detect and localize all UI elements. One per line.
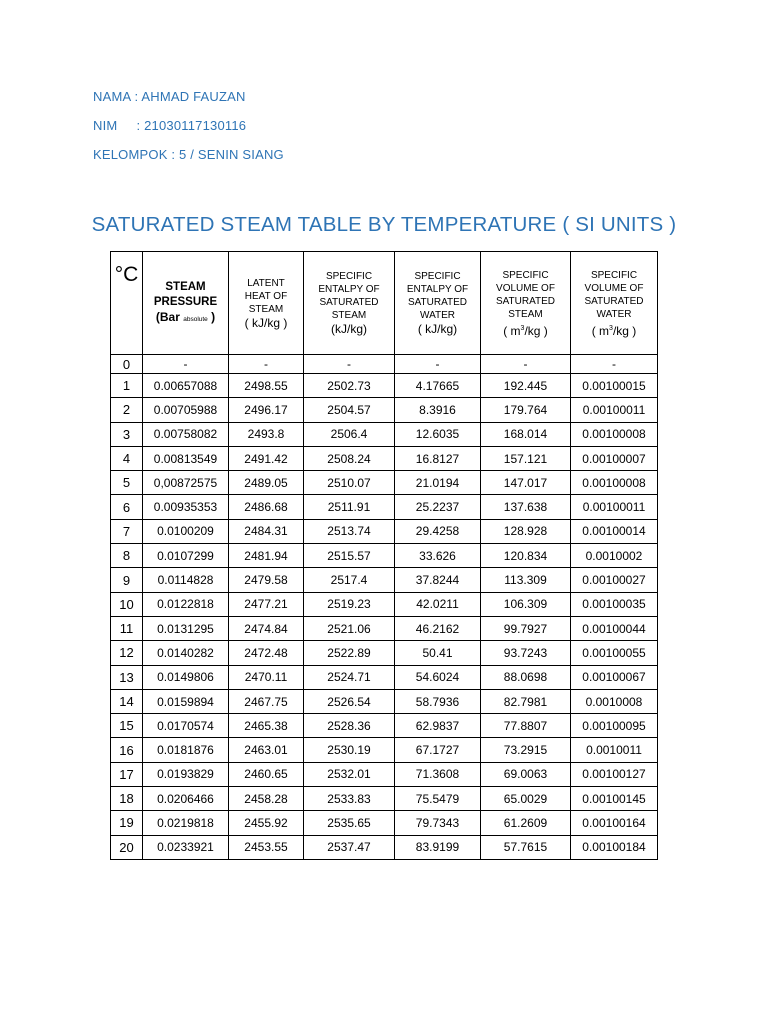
volume-water-cell: 0.00100008: [571, 471, 658, 495]
enthalpy-steam-cell: 2537.47: [304, 835, 395, 859]
header-latent-line1: LATENT: [247, 277, 285, 289]
volume-steam-cell: 73.2915: [481, 738, 571, 762]
volume-steam-cell: 99.7927: [481, 616, 571, 640]
header-vs-unit: ( $m^3/kg$ ): [503, 323, 548, 338]
enthalpy-steam-cell: 2513.74: [304, 519, 395, 543]
enthalpy-water-cell: 62.9837: [395, 714, 481, 738]
pressure-cell: 0.0170574: [143, 714, 229, 738]
volume-steam-cell: 192.445: [481, 374, 571, 398]
header-vs-line3: SATURATED: [495, 295, 556, 307]
volume-steam-cell: 128.928: [481, 519, 571, 543]
volume-water-cell: 0.0010011: [571, 738, 658, 762]
pressure-cell: 0.00657088: [143, 374, 229, 398]
volume-steam-cell: -: [481, 355, 571, 374]
temperature-cell: 13: [111, 665, 143, 689]
enthalpy-water-cell: 8.3916: [395, 398, 481, 422]
table-row: [111, 714, 658, 738]
enthalpy-steam-cell: 2515.57: [304, 544, 395, 568]
table-row: [111, 641, 658, 665]
volume-water-cell: 0.00100184: [571, 835, 658, 859]
header-hw-line2: ENTALPY OF: [406, 284, 469, 295]
latent-heat-cell: 2455.92: [229, 811, 304, 835]
volume-steam-cell: 61.2609: [481, 811, 571, 835]
latent-heat-cell: 2484.31: [229, 519, 304, 543]
enthalpy-steam-cell: 2517.4: [304, 568, 395, 592]
pressure-cell: 0.0181876: [143, 738, 229, 762]
temperature-cell: 7: [111, 519, 143, 543]
enthalpy-steam-cell: 2528.36: [304, 714, 395, 738]
latent-heat-cell: 2493.8: [229, 422, 304, 446]
pressure-cell: 0.0131295: [143, 616, 229, 640]
volume-steam-cell: 57.7615: [481, 835, 571, 859]
pressure-cell: 0,00872575: [143, 471, 229, 495]
enthalpy-water-cell: 25.2237: [395, 495, 481, 519]
enthalpy-water-cell: 37.8244: [395, 568, 481, 592]
volume-steam-cell: 179.764: [481, 398, 571, 422]
pressure-cell: 0.0233921: [143, 835, 229, 859]
table-row: [111, 374, 658, 398]
volume-water-cell: 0.00100007: [571, 446, 658, 470]
volume-water-cell: 0.00100011: [571, 398, 658, 422]
temperature-cell: 6: [111, 495, 143, 519]
pressure-cell: 0.00758082: [143, 422, 229, 446]
temperature-cell: 12: [111, 641, 143, 665]
enthalpy-water-cell: 12.6035: [395, 422, 481, 446]
header-latent-heat: [229, 252, 304, 355]
table-row: [111, 568, 658, 592]
pressure-cell: 0.0107299: [143, 544, 229, 568]
student-name: NAMA : AHMAD FAUZAN: [93, 89, 246, 104]
volume-water-cell: 0.00100055: [571, 641, 658, 665]
pressure-cell: 0.0206466: [143, 787, 229, 811]
pressure-cell: 0.0114828: [143, 568, 229, 592]
header-hs-line2: ENTALPY OF: [318, 284, 380, 295]
volume-steam-cell: 106.309: [481, 592, 571, 616]
volume-water-cell: 0.00100127: [571, 762, 658, 786]
enthalpy-water-cell: 42.0211: [395, 592, 481, 616]
latent-heat-cell: 2479.58: [229, 568, 304, 592]
temperature-cell: 17: [111, 762, 143, 786]
enthalpy-water-cell: 21.0194: [395, 471, 481, 495]
enthalpy-water-cell: 4.17665: [395, 374, 481, 398]
header-latent-unit: ( kJ/kg ): [244, 315, 288, 330]
header-hw-line3: SATURATED: [407, 297, 468, 308]
enthalpy-steam-cell: 2510.07: [304, 471, 395, 495]
table-row: [111, 446, 658, 470]
enthalpy-water-cell: 46.2162: [395, 616, 481, 640]
enthalpy-water-cell: 33.626: [395, 544, 481, 568]
header-volume-steam: [481, 252, 571, 355]
volume-steam-cell: 120.834: [481, 544, 571, 568]
student-group: KELOMPOK : 5 / SENIN SIANG: [93, 147, 284, 162]
enthalpy-water-cell: 75.5479: [395, 787, 481, 811]
header-steam-pressure: [143, 252, 229, 355]
header-pressure-line1: STEAM: [165, 280, 206, 293]
header-pressure-unit-close: ): [211, 309, 216, 324]
header-volume-water: [571, 252, 658, 355]
header-hw-line4: WATER: [420, 310, 455, 321]
pressure-cell: 0.0159894: [143, 689, 229, 713]
temperature-cell: 2: [111, 398, 143, 422]
header-vs-line4: STEAM: [508, 308, 543, 320]
temperature-cell: 11: [111, 616, 143, 640]
volume-water-cell: 0.0010008: [571, 689, 658, 713]
student-nim: NIM : 21030117130116: [93, 118, 247, 133]
enthalpy-water-cell: 16.8127: [395, 446, 481, 470]
header-vw-line4: WATER: [596, 308, 632, 320]
temperature-cell: 5: [111, 471, 143, 495]
enthalpy-steam-cell: 2506.4: [304, 422, 395, 446]
table-row: [111, 835, 658, 859]
volume-water-cell: 0.00100008: [571, 422, 658, 446]
volume-water-cell: 0.0010002: [571, 544, 658, 568]
header-vw-line2: VOLUME OF: [584, 282, 644, 294]
pressure-cell: 0.0122818: [143, 592, 229, 616]
table-row: [111, 787, 658, 811]
volume-water-cell: 0.00100014: [571, 519, 658, 543]
latent-heat-cell: 2463.01: [229, 738, 304, 762]
table-row: [111, 616, 658, 640]
pressure-cell: 0.0193829: [143, 762, 229, 786]
enthalpy-steam-cell: 2530.19: [304, 738, 395, 762]
temperature-cell: 16: [111, 738, 143, 762]
temperature-cell: 9: [111, 568, 143, 592]
enthalpy-water-cell: 67.1727: [395, 738, 481, 762]
latent-heat-cell: 2498.55: [229, 374, 304, 398]
enthalpy-steam-cell: 2521.06: [304, 616, 395, 640]
latent-heat-cell: 2472.48: [229, 641, 304, 665]
header-hw-line1: SPECIFIC: [414, 271, 461, 282]
temperature-cell: 3: [111, 422, 143, 446]
temperature-cell: 18: [111, 787, 143, 811]
enthalpy-steam-cell: 2504.57: [304, 398, 395, 422]
latent-heat-cell: 2470.11: [229, 665, 304, 689]
latent-heat-cell: 2496.17: [229, 398, 304, 422]
volume-steam-cell: 65.0029: [481, 787, 571, 811]
volume-water-cell: 0.00100044: [571, 616, 658, 640]
volume-steam-cell: 113.309: [481, 568, 571, 592]
volume-water-cell: 0.00100015: [571, 374, 658, 398]
latent-heat-cell: 2453.55: [229, 835, 304, 859]
volume-water-cell: 0.00100095: [571, 714, 658, 738]
header-enthalpy-water: [395, 252, 481, 355]
volume-steam-cell: 88.0698: [481, 665, 571, 689]
enthalpy-water-cell: 50.41: [395, 641, 481, 665]
volume-water-cell: 0.00100164: [571, 811, 658, 835]
volume-steam-cell: 157.121: [481, 446, 571, 470]
pressure-cell: 0.00705988: [143, 398, 229, 422]
latent-heat-cell: 2477.21: [229, 592, 304, 616]
header-pressure-unit: (Bar: [155, 309, 180, 324]
enthalpy-steam-cell: 2522.89: [304, 641, 395, 665]
enthalpy-water-cell: 58.7936: [395, 689, 481, 713]
enthalpy-steam-cell: 2508.24: [304, 446, 395, 470]
enthalpy-steam-cell: 2526.54: [304, 689, 395, 713]
header-vw-line3: SATURATED: [584, 295, 644, 307]
pressure-cell: 0.00935353: [143, 495, 229, 519]
volume-steam-cell: 137.638: [481, 495, 571, 519]
header-hs-unit: (kJ/kg): [331, 322, 367, 336]
header-pressure-unit-sub: absolute: [183, 315, 208, 323]
volume-water-cell: 0.00100145: [571, 787, 658, 811]
table-row: [111, 738, 658, 762]
volume-water-cell: 0.00100067: [571, 665, 658, 689]
enthalpy-water-cell: 83.9199: [395, 835, 481, 859]
header-vs-line1: SPECIFIC: [502, 269, 549, 281]
latent-heat-cell: 2460.65: [229, 762, 304, 786]
steam-table: [110, 251, 658, 860]
header-enthalpy-steam: [304, 252, 395, 355]
header-pressure-line2: PRESSURE: [153, 295, 218, 308]
table-title: SATURATED STEAM TABLE BY TEMPERATURE ( SI UNITS ): [91, 213, 677, 236]
latent-heat-cell: -: [229, 355, 304, 374]
enthalpy-water-cell: 71.3608: [395, 762, 481, 786]
temperature-cell: 15: [111, 714, 143, 738]
enthalpy-steam-cell: 2524.71: [304, 665, 395, 689]
pressure-cell: 0.0140282: [143, 641, 229, 665]
temperature-cell: 4: [111, 446, 143, 470]
table-row: [111, 519, 658, 543]
temperature-cell: 10: [111, 592, 143, 616]
header-row: [111, 252, 658, 355]
pressure-cell: 0.0149806: [143, 665, 229, 689]
latent-heat-cell: 2467.75: [229, 689, 304, 713]
enthalpy-steam-cell: 2519.23: [304, 592, 395, 616]
volume-steam-cell: 69.0063: [481, 762, 571, 786]
enthalpy-water-cell: 79.7343: [395, 811, 481, 835]
header-hw-unit: ( kJ/kg): [417, 322, 458, 336]
volume-water-cell: 0.00100035: [571, 592, 658, 616]
temperature-cell: 19: [111, 811, 143, 835]
table-row: [111, 495, 658, 519]
volume-steam-cell: 82.7981: [481, 689, 571, 713]
latent-heat-cell: 2481.94: [229, 544, 304, 568]
enthalpy-steam-cell: -: [304, 355, 395, 374]
volume-steam-cell: 93.7243: [481, 641, 571, 665]
header-temperature: °C: [111, 252, 143, 355]
header-latent-line3: STEAM: [248, 303, 284, 315]
table-row: [111, 689, 658, 713]
header-vw-unit: ( $m^3/kg$ ): [591, 323, 637, 338]
latent-heat-cell: 2465.38: [229, 714, 304, 738]
table-body: [111, 355, 658, 860]
header-hs-line4: STEAM: [331, 310, 367, 321]
enthalpy-water-cell: 29.4258: [395, 519, 481, 543]
temperature-cell: 0: [111, 355, 143, 374]
volume-steam-cell: 168.014: [481, 422, 571, 446]
table-row: [111, 544, 658, 568]
volume-water-cell: -: [571, 355, 658, 374]
header-vs-line2: VOLUME OF: [496, 282, 555, 294]
pressure-cell: -: [143, 355, 229, 374]
pressure-cell: 0.0219818: [143, 811, 229, 835]
volume-water-cell: 0.00100027: [571, 568, 658, 592]
latent-heat-cell: 2486.68: [229, 495, 304, 519]
temperature-cell: 8: [111, 544, 143, 568]
volume-steam-cell: 147.017: [481, 471, 571, 495]
volume-steam-cell: 77.8807: [481, 714, 571, 738]
temperature-cell: 1: [111, 374, 143, 398]
header-hs-line3: SATURATED: [319, 297, 379, 308]
latent-heat-cell: 2489.05: [229, 471, 304, 495]
table-row: [111, 665, 658, 689]
header-latent-line2: HEAT OF: [244, 290, 288, 302]
enthalpy-water-cell: -: [395, 355, 481, 374]
table-row: [111, 762, 658, 786]
table-row: [111, 592, 658, 616]
latent-heat-cell: 2474.84: [229, 616, 304, 640]
enthalpy-steam-cell: 2533.83: [304, 787, 395, 811]
latent-heat-cell: 2458.28: [229, 787, 304, 811]
enthalpy-steam-cell: 2511.91: [304, 495, 395, 519]
pressure-cell: 0.00813549: [143, 446, 229, 470]
header-hs-line1: SPECIFIC: [325, 271, 373, 282]
latent-heat-cell: 2491.42: [229, 446, 304, 470]
volume-water-cell: 0.00100011: [571, 495, 658, 519]
header-vw-line1: SPECIFIC: [590, 269, 638, 281]
enthalpy-steam-cell: 2535.65: [304, 811, 395, 835]
temperature-cell: 20: [111, 835, 143, 859]
enthalpy-water-cell: 54.6024: [395, 665, 481, 689]
table-row: [111, 811, 658, 835]
table-row: [111, 422, 658, 446]
enthalpy-steam-cell: 2532.01: [304, 762, 395, 786]
pressure-cell: 0.0100209: [143, 519, 229, 543]
temperature-cell: 14: [111, 689, 143, 713]
table-row: [111, 355, 658, 374]
enthalpy-steam-cell: 2502.73: [304, 374, 395, 398]
table-row: [111, 471, 658, 495]
table-row: [111, 398, 658, 422]
